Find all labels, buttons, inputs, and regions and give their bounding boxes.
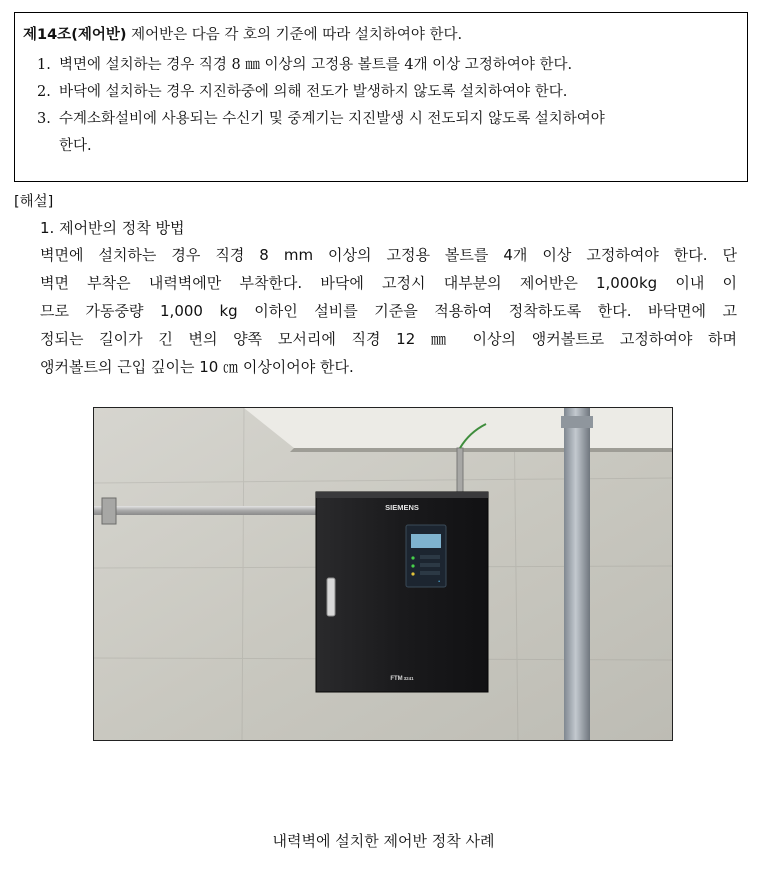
bar-clamp (102, 498, 116, 524)
model-label: FTM3241 (390, 676, 414, 682)
status-led (411, 564, 414, 567)
mounting-bar (94, 506, 334, 515)
paragraph-line: 정되는 길이가 긴 변의 양쪽 모서리에 직경 12 ㎜ 이상의 앵커볼트로 고정하여야 하며 (40, 330, 737, 348)
control-panel-photo (93, 407, 673, 741)
clause-number: 2. (37, 84, 51, 100)
clause-2 (37, 80, 567, 101)
paragraph-line: 벽면 부착은 내력벽에만 부착한다. 바닥에 고정시 대부분의 제어반은 1,000kg 이내 이 (40, 274, 737, 292)
article-box (14, 12, 748, 182)
pipe (564, 408, 590, 741)
paragraph-line: 앵커볼트의 근입 깊이는 10 ㎝ 이상이어야 한다. (40, 358, 354, 376)
display-badge: • (438, 579, 440, 585)
clause-3-continuation: 한다. (59, 138, 92, 154)
photo-illustration (94, 408, 673, 741)
status-led (411, 556, 414, 559)
clause-number: 3. (37, 111, 51, 127)
section-heading: 1. 제어반의 정착 방법 (40, 219, 185, 237)
status-led (411, 572, 414, 575)
clause-text: 벽면에 설치하는 경우 직경 8 ㎜ 이상의 고정용 볼트를 4개 이상 고정하여야 한다. (59, 57, 573, 73)
paragraph-line: 벽면에 설치하는 경우 직경 8 mm 이상의 고정용 볼트를 4개 이상 고정하여야 한다. 단 (40, 246, 737, 264)
article-tag: 제14조(제어반) (23, 27, 127, 43)
lcd-screen (411, 534, 441, 548)
ceiling (244, 408, 673, 448)
clause-text: 수계소화설비에 사용되는 수신기 및 중계기는 지진발생 시 전도되지 않도록 설치하여야 (59, 111, 605, 127)
article-intro: 제어반은 다음 각 호의 기준에 따라 설치하여야 한다. (126, 27, 463, 43)
commentary-label: [해설] (14, 194, 54, 210)
article-heading (23, 23, 462, 44)
clause-1 (37, 53, 572, 74)
brand-label: SIEMENS (385, 503, 419, 512)
clause-3 (37, 107, 605, 128)
clause-text: 바닥에 설치하는 경우 지진하중에 의해 전도가 발생하지 않도록 설치하여야 한다. (59, 84, 568, 100)
control-cabinet (316, 492, 488, 692)
figure-caption: 내력벽에 설치한 제어반 정착 사례 (272, 832, 495, 850)
paragraph-line: 므로 가동중량 1,000 kg 이하인 설비를 기준을 적용하여 정착하도록 한다. 바닥면에 고 (40, 302, 737, 320)
door-handle (327, 578, 335, 616)
clause-number: 1. (37, 57, 51, 73)
